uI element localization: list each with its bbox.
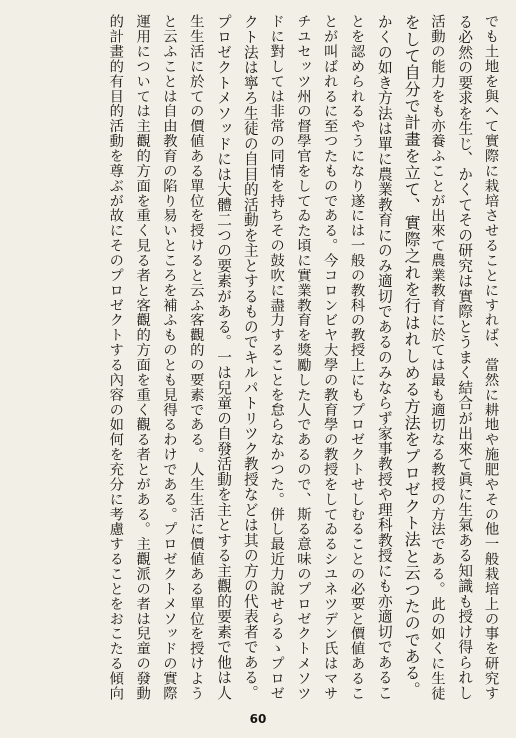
text-line: 生生活に於ての價値ある單位を授けると云ふ客觀的の要素である。人生生活に價値ある單位を授けよう bbox=[188, 14, 205, 701]
text-line: かくの如き方法は單に農業教育にのみ適切であるのみならず家事教授や理科教授にも亦適切であるこ bbox=[375, 14, 393, 701]
text-line: でも土地を與へて實際に栽培させることにすれば、當然に耕地や施肥やその他一般栽培上の事を研究す bbox=[483, 14, 499, 701]
text-line: とを認められるやうになり遂には一般の教科の教授上にもプロゼクトせしむることの必要と價値あるこ bbox=[349, 14, 366, 701]
text-line: 活動の能力をも亦養ふことが出來て農業教育に於ては最も適切なる教授の方法である。此の如くに生徒 bbox=[429, 14, 446, 701]
text-line: チユセッツ州の督學官をしてゐた頃に實業教育を獎勵した人であるので、斯る意味のプロゼクトメソツ bbox=[295, 14, 312, 701]
text-line: プロゼクトメソッドには大體二つの要素がある。一は兒童の自發活動を主とする主觀的要素で他は人 bbox=[215, 14, 233, 701]
text-line: る必然の要求を生じ、かくてその研究は實際とうまく結合が出來て眞に生氣ある知識も授け得られし bbox=[456, 14, 474, 701]
text-line: をして自分で計畫を立て、實際之れを行はれしめる方法をプロゼクト法と云つたのである。 bbox=[401, 14, 421, 698]
body-text bbox=[8, 14, 504, 704]
page-number: 60 bbox=[249, 712, 267, 726]
text-line: 的計畫的有目的活動を尊ぶが故にそのプロゼクトする內容の如何を充分に考慮することをおこたる傾向 bbox=[107, 14, 124, 701]
text-line: ドに對しては非常の同情を持ちその鼓吹に盡力することを怠らなかつた。併し最近力說せらるゝプロゼ bbox=[268, 14, 285, 701]
text-line: クト法は寧ろ生徒の自目的活動を主とするものでキルパトリツク教授などは其の方の代表者である。 bbox=[241, 14, 259, 701]
text-line: とが叫ばれるに至つたものである。今コロンビヤ大學の教育學の教授をしてゐるシユネツデン氏はマサ bbox=[322, 14, 339, 701]
text-line: と云ふことは自由教育の陷り易いところを補ふものとも見得るわけである。プロゼクトメソッドの實際 bbox=[161, 14, 178, 701]
text-line: 運用については主觀的方面を重く見る者と客觀的方面を重く觀る者とがある。主觀派の者は兒童の發動 bbox=[134, 14, 151, 701]
